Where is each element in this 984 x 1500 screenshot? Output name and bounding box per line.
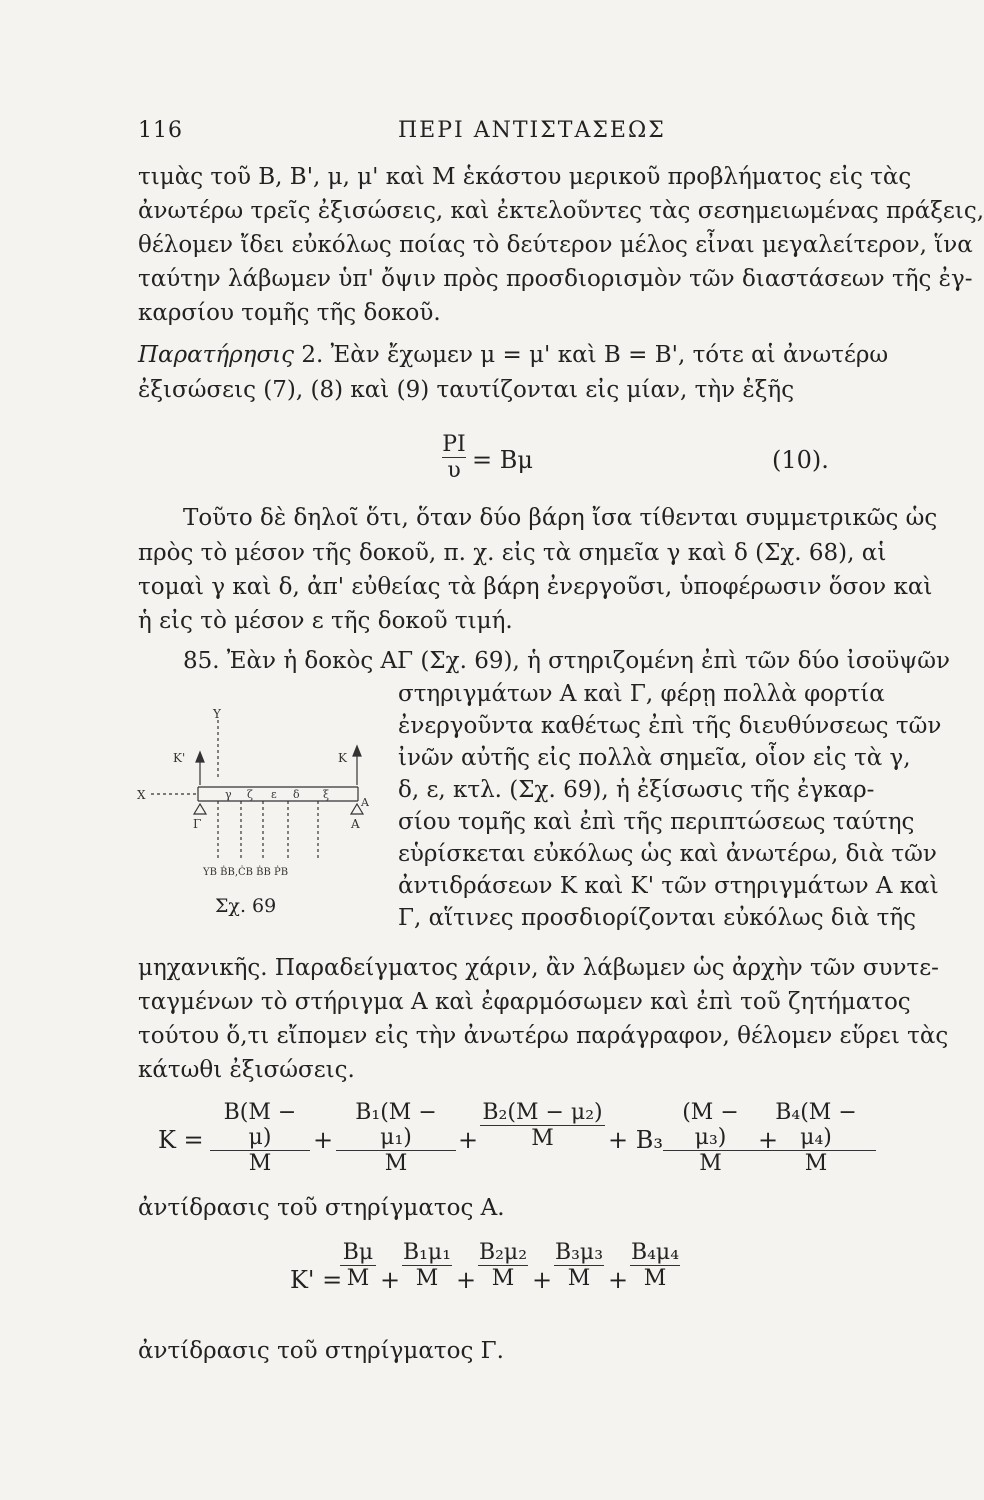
- equation-caption: ἀντίδρασις τοῦ στηρίγματος A.: [138, 1195, 505, 1221]
- label-delta: δ: [293, 788, 300, 801]
- page-number: 116: [138, 118, 183, 143]
- text-line: πρὸς τὸ μέσον τῆς δοκοῦ, π. χ. εἰς τὰ σημεῖα γ καὶ δ (Σχ. 68), αἱ: [138, 540, 887, 566]
- text-line: μηχανικῆς. Παραδείγματος χάριν, ἂν λάβωμεν ὡς ἀρχὴν τῶν συντε-: [138, 955, 939, 981]
- text-line: ἀντιδράσεων K καὶ K' τῶν στηριγμάτων A καὶ: [398, 873, 939, 899]
- text-line: ἡ εἰς τὸ μέσον ε τῆς δοκοῦ τιμή.: [138, 608, 513, 634]
- load-labels: YB ḂB,ĊB ḂB ṖB: [203, 867, 289, 878]
- equation-k: K = $\frac{B(M - \mu)}{M}$ + $\frac{\text{B₁(M − μ₁)}}{M}$ + $\frac{\text{B₂(M − μ₂)}}{M}$ + B₃ $\frac{\text{(M − μ₃)}}{M}$ + $\frac{\text{B₄(M − μ₄)}}{M}$: [158, 1100, 878, 1180]
- equation-k-prime: K' = $\frac{B\mu}{M}$ + $\frac{\text{B₁μ₁}}{M}$ + $\frac{\text{B₂μ₂}}{M}$ + $\frac{\text{B₃μ₃}}{M}$ + $\frac{\text{B₄μ₄}}{M}$: [290, 1240, 680, 1294]
- label-x: X: [137, 788, 146, 802]
- text-line: κάτωθι ἐξισώσεις.: [138, 1057, 355, 1083]
- label-zeta: ζ: [247, 788, 253, 801]
- text-line: Γ, αἵτινες προσδιορίζονται εὐκόλως διὰ τῆς: [398, 905, 917, 931]
- remark-label: Παρατήρησις: [138, 342, 295, 368]
- label-k-left: K': [173, 751, 186, 765]
- equation-10: [442, 432, 842, 492]
- text-line: δ, ε, κτλ. (Σχ. 69), ἡ ἐξίσωσις τῆς ἐγκαρ-: [398, 777, 875, 803]
- remark-text: 2. Ἐὰν ἔχωμεν μ = μ' καὶ B = B', τότε αἱ ἀνωτέρω: [301, 342, 889, 368]
- remark-line: [138, 342, 889, 368]
- text-line: ἀνωτέρω τρεῖς ἐξισώσεις, καὶ ἐκτελοῦντες τὰς σεσημειωμένας πράξεις,: [138, 198, 984, 224]
- text-line: σίου τομῆς καὶ ἐπὶ τῆς περιπτώσεως ταύτης: [398, 809, 915, 835]
- equation-caption: ἀντίδρασις τοῦ στηρίγματος Γ.: [138, 1338, 504, 1364]
- eq10-tag: (10).: [772, 446, 829, 474]
- text-line: ταγμένων τὸ στήριγμα A καὶ ἐφαρμόσωμεν καὶ ἐπὶ τοῦ ζητήματος: [138, 989, 911, 1015]
- running-head: ΠΕΡΙ ΑΝΤΙΣΤΑΣΕΩΣ: [398, 118, 666, 143]
- label-gamma: γ: [225, 788, 232, 801]
- label-y: Y: [213, 707, 221, 721]
- figure-caption: Σχ. 69: [215, 895, 277, 917]
- text-line: ἰνῶν αὐτῆς εἰς πολλὰ σημεῖα, οἷον εἰς τὰ γ,: [398, 745, 911, 771]
- text-line: ἐνεργοῦντα καθέτως ἐπὶ τῆς διευθύνσεως τῶν: [398, 713, 942, 739]
- label-a-support: A: [351, 817, 360, 831]
- text-line: τομαὶ γ καὶ δ, ἀπ' εὐθείας τὰ βάρη ἐνεργοῦσι, ὑποφέρωσιν ὅσον καὶ: [138, 574, 933, 600]
- text-line: θέλομεν ἴδει εὐκόλως ποίας τὸ δεύτερον μέλος εἶναι μεγαλείτερον, ἵνα: [138, 232, 973, 258]
- eq10-numerator: PI: [442, 432, 466, 457]
- text-line: εὑρίσκεται εὐκόλως ὡς καὶ ἀνωτέρω, διὰ τῶν: [398, 841, 937, 867]
- text-line: τούτου ὅ,τι εἴπομεν εἰς τὴν ἀνωτέρω παράγραφον, θέλομεν εὕρει τὰς: [138, 1023, 949, 1049]
- eq10-rhs: = Bμ: [472, 446, 533, 474]
- text-line: καρσίου τομῆς τῆς δοκοῦ.: [138, 300, 441, 326]
- eqk-lhs: K =: [158, 1126, 204, 1154]
- support-gamma: [194, 804, 206, 814]
- text-line: Τοῦτο δὲ δηλοῖ ὅτι, ὅταν δύο βάρη ἴσα τίθενται συμμετρικῶς ὡς: [183, 505, 938, 531]
- label-k-right: K: [338, 751, 347, 765]
- text-line: στηριγμάτων A καὶ Γ, φέρῃ πολλὰ φορτία: [398, 681, 885, 707]
- text-line: τιμὰς τοῦ B, B', μ, μ' καὶ M ἑκάστου μερικοῦ προβλήματος εἰς τὰς: [138, 164, 912, 190]
- eqkp-lhs: K' =: [290, 1266, 343, 1294]
- page-header: [138, 118, 838, 154]
- eq10-denominator: υ: [447, 458, 461, 483]
- label-gamma-cap: Γ: [193, 817, 202, 831]
- label-xi: ξ: [323, 788, 330, 801]
- text-line: ἐξισώσεις (7), (8) καὶ (9) ταυτίζονται εἰς μίαν, τὴν ἑξῆς: [138, 377, 795, 403]
- section-85-heading: 85. Ἐὰν ἡ δοκὸς AΓ (Σχ. 69), ἡ στηριζομένη ἐπὶ τῶν δύο ἰσοϋψῶν: [183, 648, 951, 674]
- label-epsilon: ε: [271, 788, 277, 801]
- label-a: A: [361, 796, 369, 809]
- text-line: ταύτην λάβωμεν ὑπ' ὄψιν πρὸς προσδιορισμὸν τῶν διαστάσεων τῆς ἐγ-: [138, 266, 973, 292]
